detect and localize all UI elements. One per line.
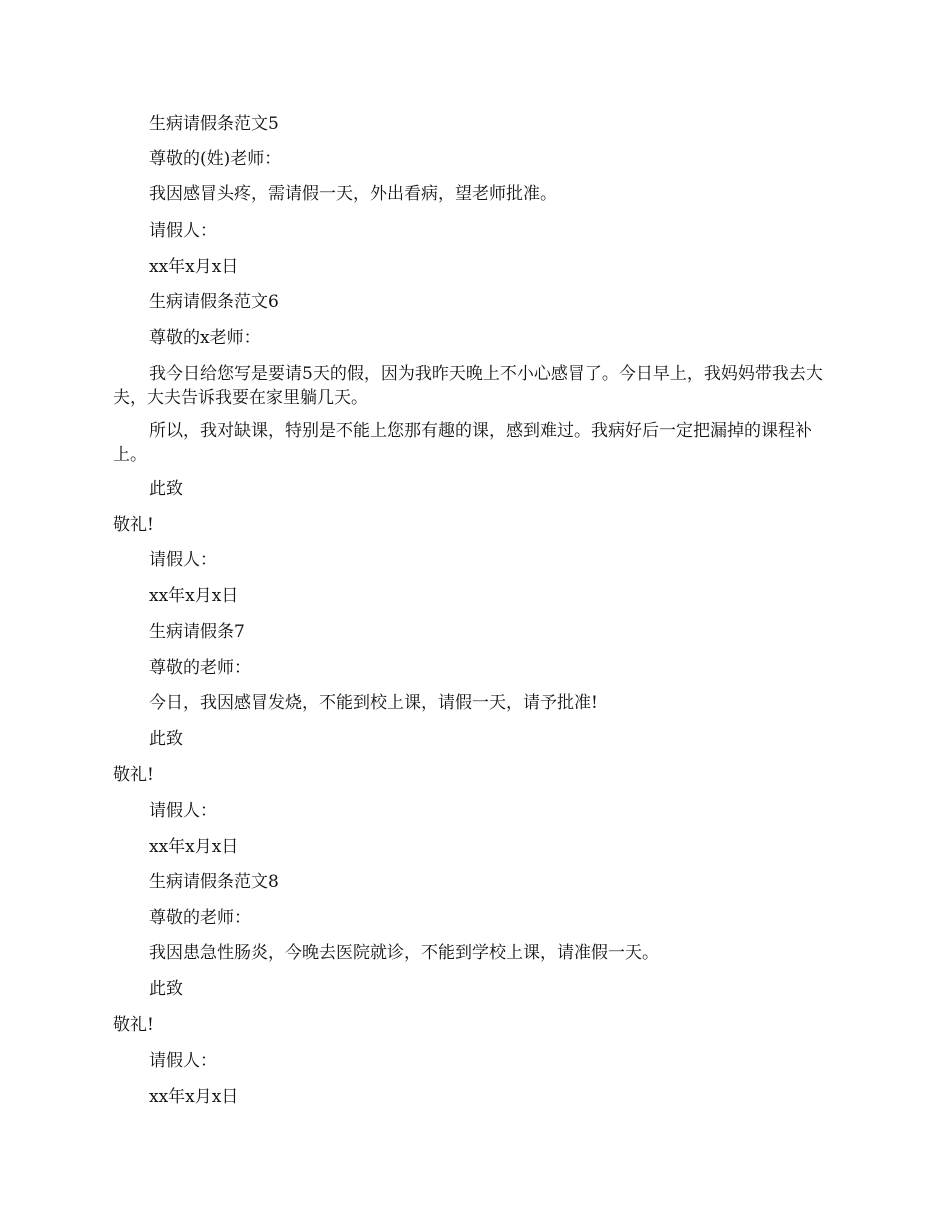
body-paragraph: 我因感冒头疼，需请假一天，外出看病，望老师批准。: [149, 184, 557, 204]
body-paragraph: 我今日给您写是要请5天的假，因为我昨天晚上不小心感冒了。今日早上，我妈妈带我去大夫，大夫告诉我要在家里躺几天。: [113, 364, 823, 408]
closing-line: 此致: [149, 979, 183, 999]
heading-sample-8: 生病请假条范文8: [149, 872, 279, 892]
signature-label: 请假人：: [149, 550, 217, 570]
heading-sample-7: 生病请假条7: [149, 622, 245, 642]
salutation: 尊敬的x老师：: [149, 328, 261, 348]
date-line: xx年x月x日: [149, 586, 239, 606]
closing-respect: 敬礼!: [113, 515, 154, 535]
salutation: 尊敬的老师：: [149, 658, 251, 678]
closing-line: 此致: [149, 729, 183, 749]
heading-sample-6: 生病请假条范文6: [149, 292, 279, 312]
body-paragraph: 所以，我对缺课，特别是不能上您那有趣的课，感到难过。我病好后一定把漏掉的课程补上。: [113, 421, 812, 465]
date-line: xx年x月x日: [149, 837, 239, 857]
signature-label: 请假人：: [149, 221, 217, 241]
body-paragraph: 今日，我因感冒发烧，不能到校上课，请假一天，请予批准!: [149, 693, 598, 713]
signature-label: 请假人：: [149, 1051, 217, 1071]
salutation: 尊敬的(姓)老师：: [149, 149, 282, 169]
heading-sample-5: 生病请假条范文5: [149, 114, 279, 134]
date-line: xx年x月x日: [149, 257, 239, 277]
date-line: xx年x月x日: [149, 1087, 239, 1107]
closing-line: 此致: [149, 479, 183, 499]
body-paragraph: 我因患急性肠炎，今晚去医院就诊，不能到学校上课，请准假一天。: [149, 943, 659, 963]
salutation: 尊敬的老师：: [149, 908, 251, 928]
closing-respect: 敬礼!: [113, 765, 154, 785]
closing-respect: 敬礼!: [113, 1015, 154, 1035]
signature-label: 请假人：: [149, 801, 217, 821]
